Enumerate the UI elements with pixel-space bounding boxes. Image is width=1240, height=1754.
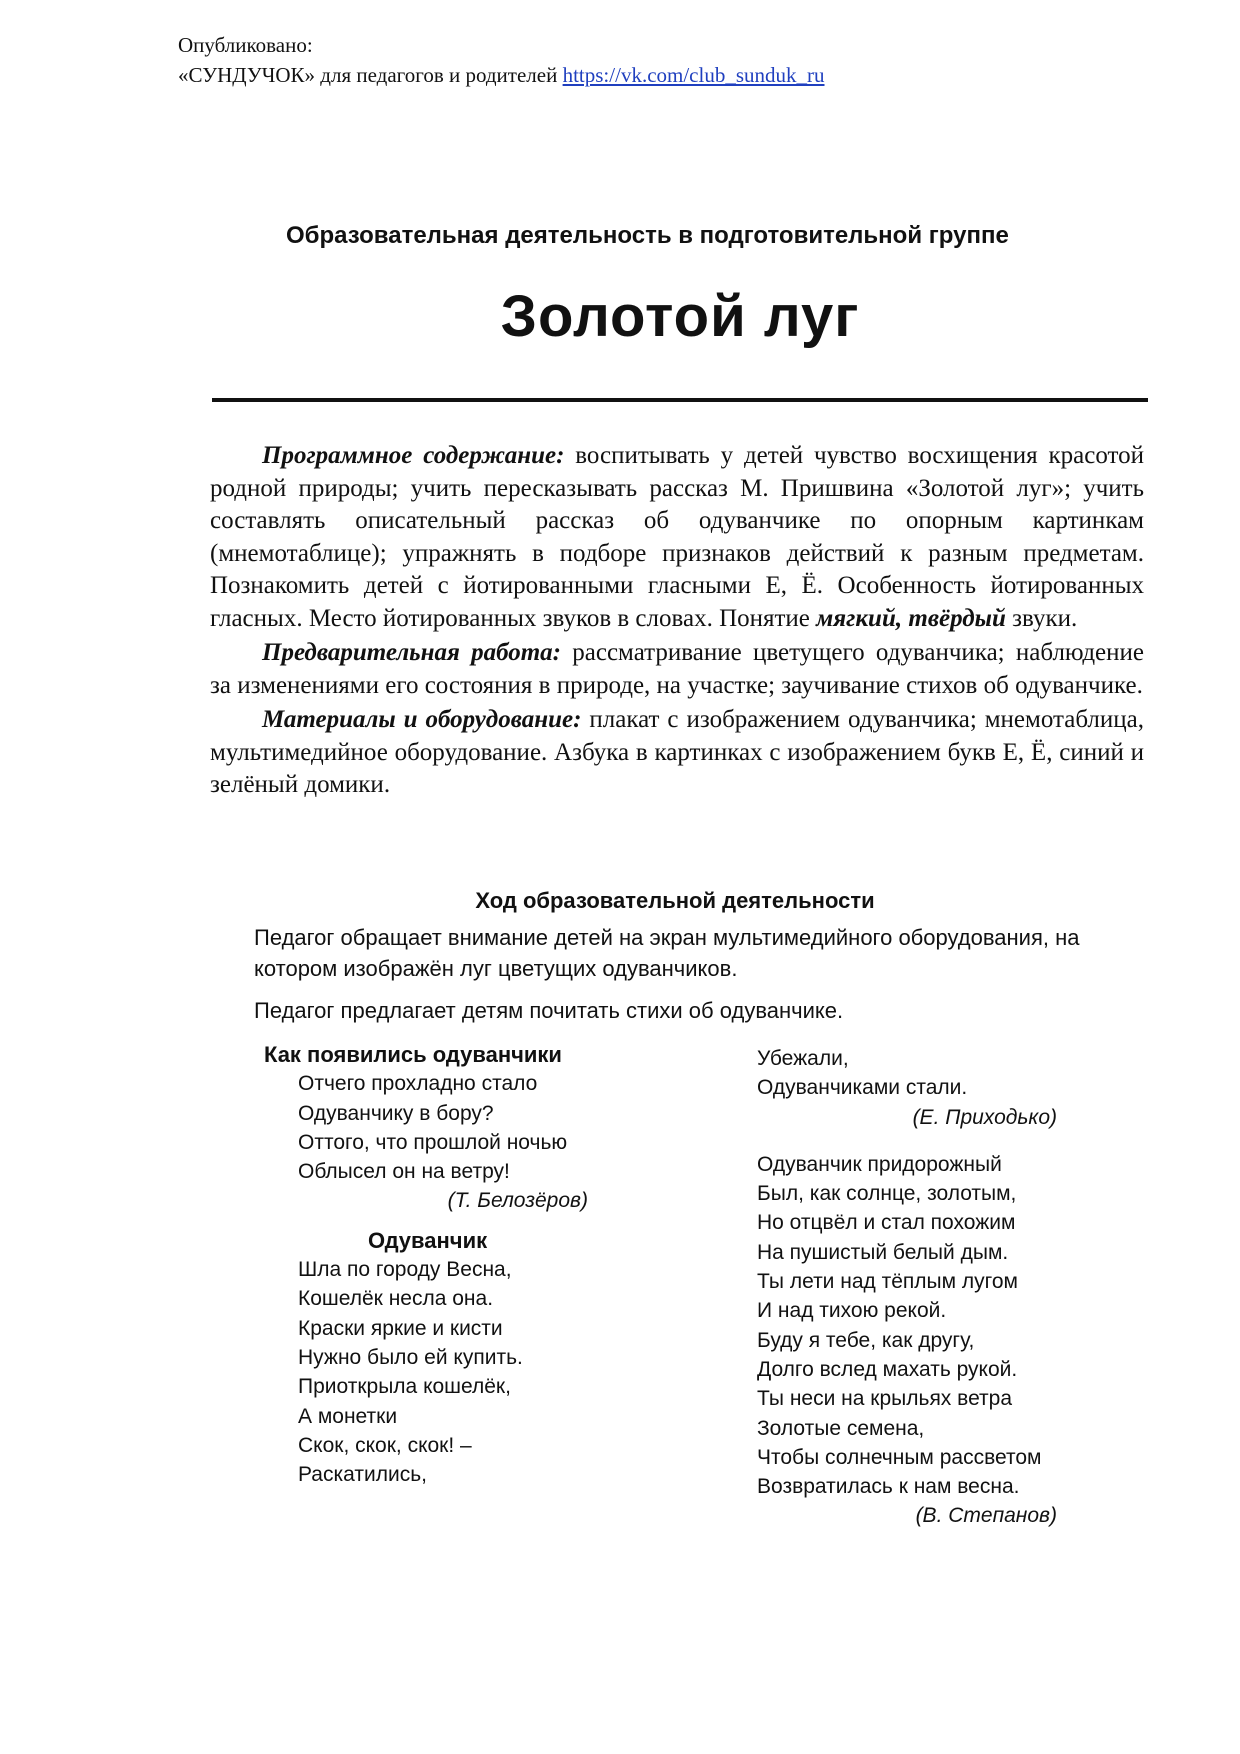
poem-line: Был, как солнце, золотым, <box>757 1182 1017 1206</box>
materials-text: плакат с изображением одуванчика; мнемотаблица, мультимедийное оборудование. Азбука в картинках с изображением букв Е, Ё, синий и зелёный домики. <box>210 706 1145 798</box>
poem-line: Краски яркие и кисти <box>298 1316 503 1340</box>
title-divider <box>212 398 1148 402</box>
publisher-name: «СУНДУЧОК» для педагогов и родителей <box>178 63 558 87</box>
prelim-paragraph <box>210 637 1144 702</box>
program-text: воспитывать у детей чувство восхищения красотой родной природы; учить пересказывать рассказ М. Пришвина «Золотой луг»; учить составлять описательный рассказ об одуванчике по опорным картинкам (мнемотаблице); упражнять в подборе признаков действий к разным предметам. Познакомить детей с йотированными гласными Е, Ё. Особенность йотированных гласных. Место йотированных звуков в словах. Понятие <box>210 442 1144 632</box>
poem-line: Буду я тебе, как другу, <box>757 1328 975 1352</box>
materials-label: Материалы и оборудование: <box>262 706 582 733</box>
poem-2-author: (Е. Приходько) <box>912 1105 1057 1129</box>
doc-title: Золотой луг <box>500 284 860 349</box>
poem-line: И над тихою рекой. <box>757 1299 947 1323</box>
poem-line: Одуванчиками стали. <box>757 1076 968 1100</box>
term-separator: , <box>895 604 909 632</box>
poems-right-column <box>757 1044 1057 1531</box>
poem-line: Золотые семена, <box>757 1416 925 1440</box>
poem-2-lines <box>264 1255 644 1489</box>
vk-link[interactable]: https://vk.com/club_sunduk_ru <box>562 63 825 87</box>
poem-line: Нужно было ей купить. <box>298 1345 523 1369</box>
poem-line: Ты неси на крыльях ветра <box>757 1387 1013 1411</box>
poem-line: Но отцвёл и стал похожим <box>757 1211 1016 1235</box>
poem-line: Возвратилась к нам весна. <box>757 1475 1020 1499</box>
doc-subtitle: Образовательная деятельность в подготовительной группе <box>286 222 1009 249</box>
poems-left-column <box>264 1040 644 1489</box>
stanza-gap <box>757 1132 1057 1150</box>
publication-info <box>178 30 825 90</box>
intro-block <box>210 440 1144 804</box>
poem-line: Раскатились, <box>298 1463 427 1487</box>
poem-line: Скок, скок, скок! – <box>298 1433 472 1457</box>
poem-line: Отчего прохладно стало <box>298 1072 538 1096</box>
poem-line: Кошелёк несла она. <box>298 1287 494 1311</box>
poem-line: Убежали, <box>757 1047 849 1070</box>
section-title: Ход образовательной деятельности <box>475 888 875 913</box>
program-label: Программное содержание: <box>262 442 565 469</box>
soft-term: мягкий <box>816 604 896 632</box>
program-end: звуки. <box>1005 604 1078 632</box>
poem-line: Долго вслед махать рукой. <box>757 1357 1018 1381</box>
poem-line: Облысел он на ветру! <box>298 1160 510 1184</box>
program-paragraph <box>210 440 1144 635</box>
poem-3-author: (В. Степанов) <box>915 1504 1057 1528</box>
poem-line: Одуванчику в бору? <box>298 1101 494 1125</box>
materials-paragraph <box>210 704 1144 802</box>
poem-line: Одуванчик придорожный <box>757 1152 1002 1176</box>
hard-term: твёрдый <box>908 604 1006 632</box>
poem-line: А монетки <box>298 1404 398 1428</box>
poem-2-title: Одуванчик <box>368 1227 488 1253</box>
poem-line: Чтобы солнечным рассветом <box>757 1445 1042 1469</box>
poem-1-lines <box>264 1069 644 1186</box>
poem-line: Ты лети над тёплым лугом <box>757 1270 1018 1294</box>
poem-line: Приоткрыла кошелёк, <box>298 1375 511 1399</box>
prelim-label: Предварительная работа: <box>262 639 562 666</box>
publisher-line <box>178 60 825 90</box>
poem-line: На пушистый белый дым. <box>757 1240 1009 1264</box>
poem-line: Шла по городу Весна, <box>298 1258 512 1282</box>
poem-1-title: Как появились одуванчики <box>264 1042 562 1067</box>
section-paragraph-2: Педагог предлагает детям почитать стихи об одуванчике. <box>254 998 844 1023</box>
poem-1-author: (Т. Белозёров) <box>447 1189 588 1213</box>
poem-line: Оттого, что прошлой ночью <box>298 1130 568 1154</box>
prelim-text: рассматривание цветущего одуванчика; наблюдение за изменениями его состояния в природе, на участке; заучивание стихов об одуванчике. <box>210 639 1145 699</box>
section-paragraph-1: Педагог обращает внимание детей на экран мультимедийного оборудования, на котором изображён луг цветущих одуванчиков. <box>254 925 1080 981</box>
published-label: Опубликовано: <box>178 33 313 57</box>
